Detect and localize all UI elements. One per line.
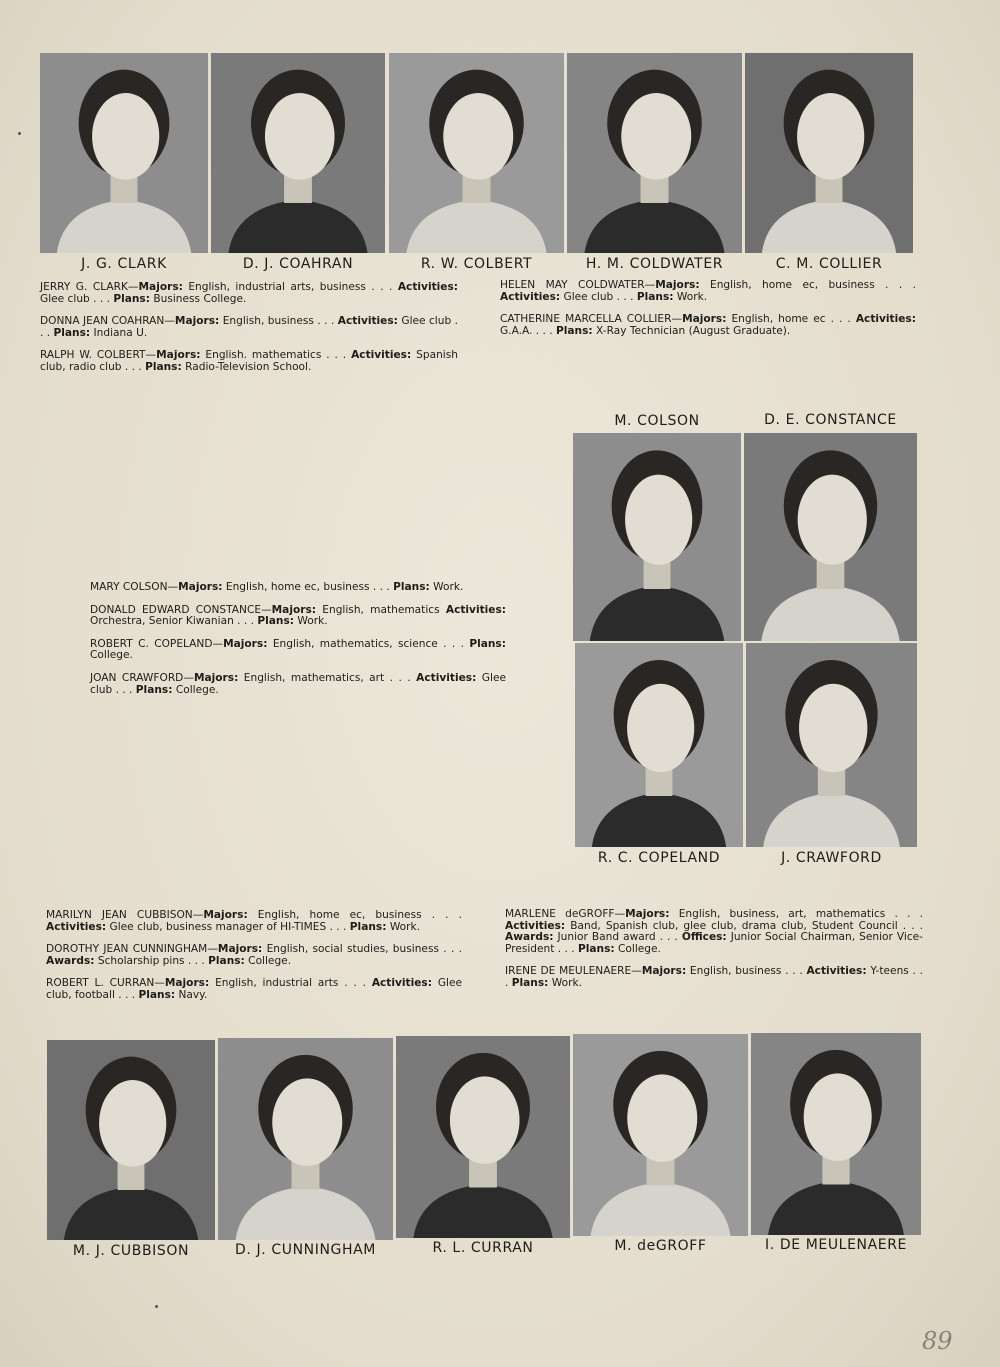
portrait-image <box>744 433 917 641</box>
portrait-photo <box>40 53 208 253</box>
student-name: D. E. CONSTANCE <box>764 412 897 428</box>
student-bio: HELEN MAY COLDWATER—Majors: English, home ec, business . . . Activities: Glee club . . . Plans: Work. <box>500 279 917 303</box>
student-bio: DONALD EDWARD CONSTANCE—Majors: English, mathematics Activities: Orchestra, Senior Kiwanian . . . Plans: Work. <box>90 603 507 628</box>
student-name: R. W. COLBERT <box>420 256 533 272</box>
student-name: J. CRAWFORD <box>781 850 882 866</box>
student-bio: ROBERT C. COPELAND—Majors: English, mathematics, science . . . Plans: College. <box>90 637 506 662</box>
student-bio: MARY COLSON—Majors: English, home ec, business . . . Plans: Work. <box>90 581 464 593</box>
bio-column-left <box>46 910 462 1013</box>
portrait-photo <box>47 1040 215 1240</box>
portrait-image <box>573 1034 748 1236</box>
student-name: D. J. COAHRAN <box>242 256 354 272</box>
student-name: J. G. CLARK <box>81 256 167 272</box>
page-number: 89 <box>922 1327 953 1355</box>
student-bio: JERRY G. CLARK—Majors: English, industrial arts, business . . . Activities: Glee club . . . Plans: Business College. <box>40 281 458 305</box>
portrait-image <box>745 53 913 253</box>
student-bio: DOROTHY JEAN CUNNINGHAM—Majors: English, social studies, business . . . Awards: Scholarship pins . . . Plans: College. <box>46 943 462 967</box>
student-bio: JOAN CRAWFORD—Majors: English, mathematics, art . . . Activities: Glee club . . . Plans: College. <box>90 671 506 696</box>
portrait-image <box>746 643 917 847</box>
student-name: D. J. CUNNINGHAM <box>235 1242 376 1258</box>
portrait-image <box>218 1038 393 1240</box>
student-bio: IRENE DE MEULENAERE—Majors: English, business . . . Activities: Y-teens . . . Plans: Work. <box>505 965 923 989</box>
page-speck <box>18 132 21 135</box>
portrait-photo <box>389 53 564 253</box>
page-speck <box>155 1305 158 1308</box>
portrait-photo <box>573 1034 748 1236</box>
portrait-photo <box>751 1033 921 1235</box>
student-bio: RALPH W. COLBERT—Majors: English. mathematics . . . Activities: Spanish club, radio club . . . Plans: Radio-Television School. <box>40 349 458 373</box>
student-bio: MARLENE deGROFF—Majors: English, business, art, mathematics . . . Activities: Band, Spanish club, glee club, drama club, Student Council . . . Awards: Junior Band award . . . Offices: Junior Social Chairman, Senior Vice-President . . . Plans: College. <box>505 908 924 955</box>
portrait-photo <box>218 1038 393 1240</box>
student-name: R. L. CURRAN <box>432 1240 534 1256</box>
student-name: H. M. COLDWATER <box>585 256 724 272</box>
student-name: R. C. COPELAND <box>597 850 721 866</box>
student-bio: ROBERT L. CURRAN—Majors: English, industrial arts . . . Activities: Glee club, football . . . Plans: Navy. <box>46 977 463 1001</box>
portrait-photo <box>573 433 741 641</box>
portrait-image <box>573 433 741 641</box>
portrait-image <box>575 643 743 847</box>
student-bio: CATHERINE MARCELLA COLLIER—Majors: English, home ec . . . Activities: G.A.A. . . . Plans: X-Ray Technician (August Graduate). <box>500 313 916 337</box>
portrait-image <box>40 53 208 253</box>
student-bio: MARILYN JEAN CUBBISON—Majors: English, home ec, business . . . Activities: Glee club, business manager of HI-TIMES . . . Plans: Work. <box>46 909 462 933</box>
bio-column-left <box>40 282 458 385</box>
student-name: I. DE MEULENAERE <box>765 1237 907 1253</box>
portrait-photo <box>745 53 913 253</box>
portrait-photo <box>746 643 917 847</box>
portrait-image <box>567 53 742 253</box>
portrait-photo <box>575 643 743 847</box>
portrait-photo <box>744 433 917 641</box>
bio-column-right <box>500 280 916 348</box>
portrait-image <box>47 1040 215 1240</box>
portrait-photo <box>567 53 742 253</box>
portrait-image <box>211 53 385 253</box>
portrait-image <box>396 1036 570 1238</box>
portrait-image <box>389 53 564 253</box>
student-name: M. J. CUBBISON <box>72 1243 190 1259</box>
student-name: M. COLSON <box>614 413 700 429</box>
bio-column-middle <box>90 582 506 707</box>
student-bio: DONNA JEAN COAHRAN—Majors: English, business . . . Activities: Glee club . . . Plans: Indiana U. <box>40 315 458 339</box>
student-name: C. M. COLLIER <box>775 256 883 272</box>
portrait-photo <box>211 53 385 253</box>
student-name: M. deGROFF <box>614 1238 707 1254</box>
portrait-photo <box>396 1036 570 1238</box>
portrait-image <box>751 1033 921 1235</box>
bio-column-right <box>505 909 923 1001</box>
